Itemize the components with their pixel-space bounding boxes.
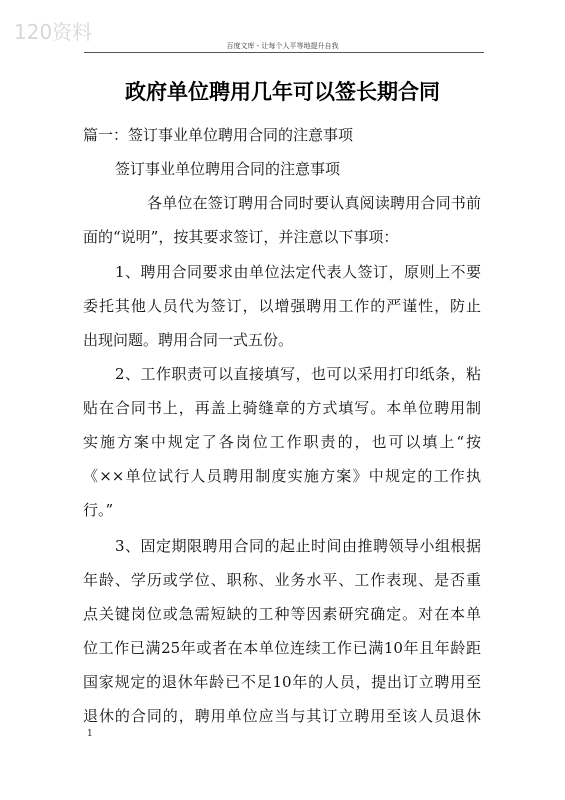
paragraph-4-line-2: 年龄、学历或学位、职称、业务水平、工作表现、是否重 xyxy=(83,571,481,589)
paragraph-3-line-2: 贴在合同书上，再盖上骑缝章的方式填写。本单位聘用制 xyxy=(83,399,481,417)
section-heading: 篇一：签订事业单位聘用合同的注意事项 xyxy=(83,126,354,144)
paragraph-2-line-3: 出现问题。聘用合同一式五份。 xyxy=(83,331,294,349)
document-title: 政府单位聘用几年可以签长期合同 xyxy=(125,79,440,104)
paragraph-4-line-4: 位工作已满25年或者在本单位连续工作已满10年且年龄距 xyxy=(83,639,481,657)
paragraph-4-line-6: 退休的合同的，聘用单位应当与其订立聘用至该人员退休 xyxy=(83,707,481,725)
paragraph-3-line-1: 2、工作职责可以直接填写，也可以采用打印纸条，粘 xyxy=(115,365,481,383)
watermark-logo: 120资料 xyxy=(14,20,93,44)
header-divider xyxy=(84,52,484,53)
header-note: 百度文库 - 让每个人平等地提升自我 xyxy=(226,42,339,50)
paragraph-3-line-3: 实施方案中规定了各岗位工作职责的，也可以填上“按 xyxy=(83,433,481,451)
page-number: 1 xyxy=(87,729,93,739)
paragraph-3-line-4: 《××单位试行人员聘用制度实施方案》中规定的工作执 xyxy=(83,467,481,485)
paragraph-2-line-1: 1、聘用合同要求由单位法定代表人签订，原则上不要 xyxy=(115,263,481,281)
paragraph-1-line-2: 面的“说明”，按其要求签订，并注意以下事项： xyxy=(83,228,399,246)
paragraph-4-line-3: 点关键岗位或急需短缺的工种等因素研究确定。对在本单 xyxy=(83,605,481,623)
paragraph-1-line-1: 各单位在签订聘用合同时要认真阅读聘用合同书前 xyxy=(147,194,481,212)
subheading: 签订事业单位聘用合同的注意事项 xyxy=(115,160,341,178)
paragraph-2-line-2: 委托其他人员代为签订，以增强聘用工作的严谨性，防止 xyxy=(83,297,481,315)
paragraph-4-line-5: 国家规定的退休年龄已不足10年的人员，提出订立聘用至 xyxy=(83,673,481,691)
paragraph-3-line-5: 行。” xyxy=(83,501,114,519)
paragraph-4-line-1: 3、固定期限聘用合同的起止时间由推聘领导小组根据 xyxy=(115,537,481,555)
